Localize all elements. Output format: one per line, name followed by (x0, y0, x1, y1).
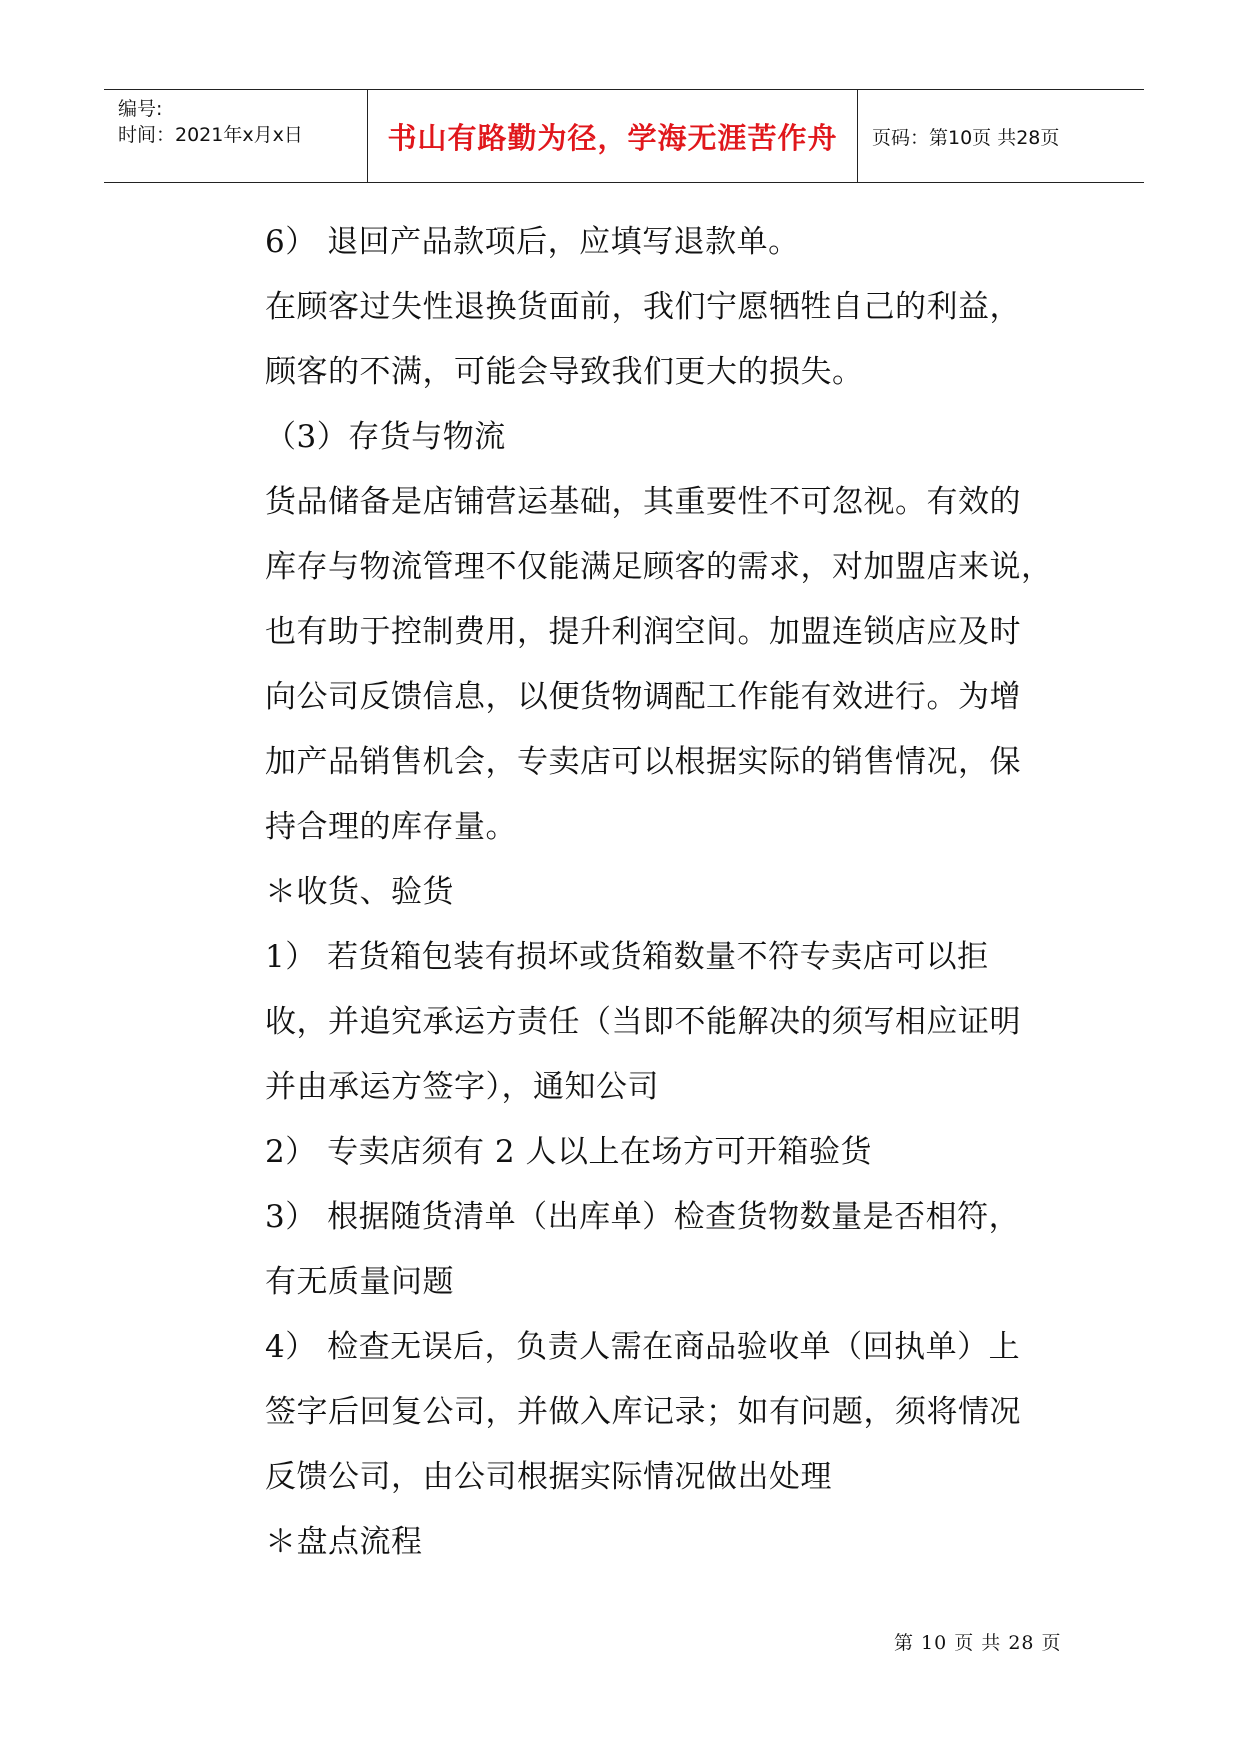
body-line: 顾客的不满，可能会导致我们更大的损失。 (265, 354, 864, 390)
body-line: 并由承运方签字），通知公司 (265, 1069, 659, 1105)
header-page-info: 页码：第10页 共28页 (872, 126, 1060, 149)
body-line: 货品储备是店铺营运基础，其重要性不可忽视。有效的 (265, 484, 1021, 520)
body-line: 加产品销售机会，专卖店可以根据实际的销售情况，保 (265, 744, 1021, 780)
header-table (104, 89, 1144, 183)
header-meta-cell (104, 90, 368, 182)
page-footer: 第 10 页 共 28 页 (894, 1632, 1062, 1654)
motto-text: 书山有路勤为径，学海无涯苦作舟 (387, 120, 838, 155)
time-label: 时间：2021年x月x日 (118, 124, 303, 146)
body-line: 也有助于控制费用，提升利润空间。加盟连锁店应及时 (265, 614, 1021, 650)
header-page-cell (858, 90, 1144, 182)
body-line: 库存与物流管理不仅能满足顾客的需求，对加盟店来说， (265, 549, 1053, 585)
body-line: 4） 检查无误后，负责人需在商品验收单（回执单）上 (265, 1329, 1021, 1365)
body-line: 持合理的库存量。 (265, 809, 517, 845)
body-line: 收，并追究承运方责任（当即不能解决的须写相应证明 (265, 1004, 1021, 1040)
header-motto-cell (368, 90, 858, 182)
body-line: 2） 专卖店须有 2 人以上在场方可开箱验货 (265, 1134, 873, 1170)
body-line: 在顾客过失性退换货面前，我们宁愿牺牲自己的利益， (265, 289, 1021, 325)
body-line: 1） 若货箱包装有损坏或货箱数量不符专卖店可以拒 (265, 939, 989, 975)
body-line: 3） 根据随货清单（出库单）检查货物数量是否相符， (265, 1199, 1021, 1235)
subsection-heading: ＊盘点流程 (265, 1524, 423, 1560)
body-line: 签字后回复公司，并做入库记录；如有问题，须将情况 (265, 1394, 1021, 1430)
serial-number-label: 编号: (118, 98, 163, 120)
body-line: 有无质量问题 (265, 1264, 454, 1300)
subsection-heading: ＊收货、验货 (265, 874, 454, 910)
section-heading: （3）存货与物流 (265, 419, 506, 455)
body-line: 6） 退回产品款项后，应填写退款单。 (265, 224, 800, 260)
body-line: 向公司反馈信息，以便货物调配工作能有效进行。为增 (265, 679, 1021, 715)
document-body (265, 210, 1075, 1575)
body-line: 反馈公司，由公司根据实际情况做出处理 (265, 1459, 832, 1495)
